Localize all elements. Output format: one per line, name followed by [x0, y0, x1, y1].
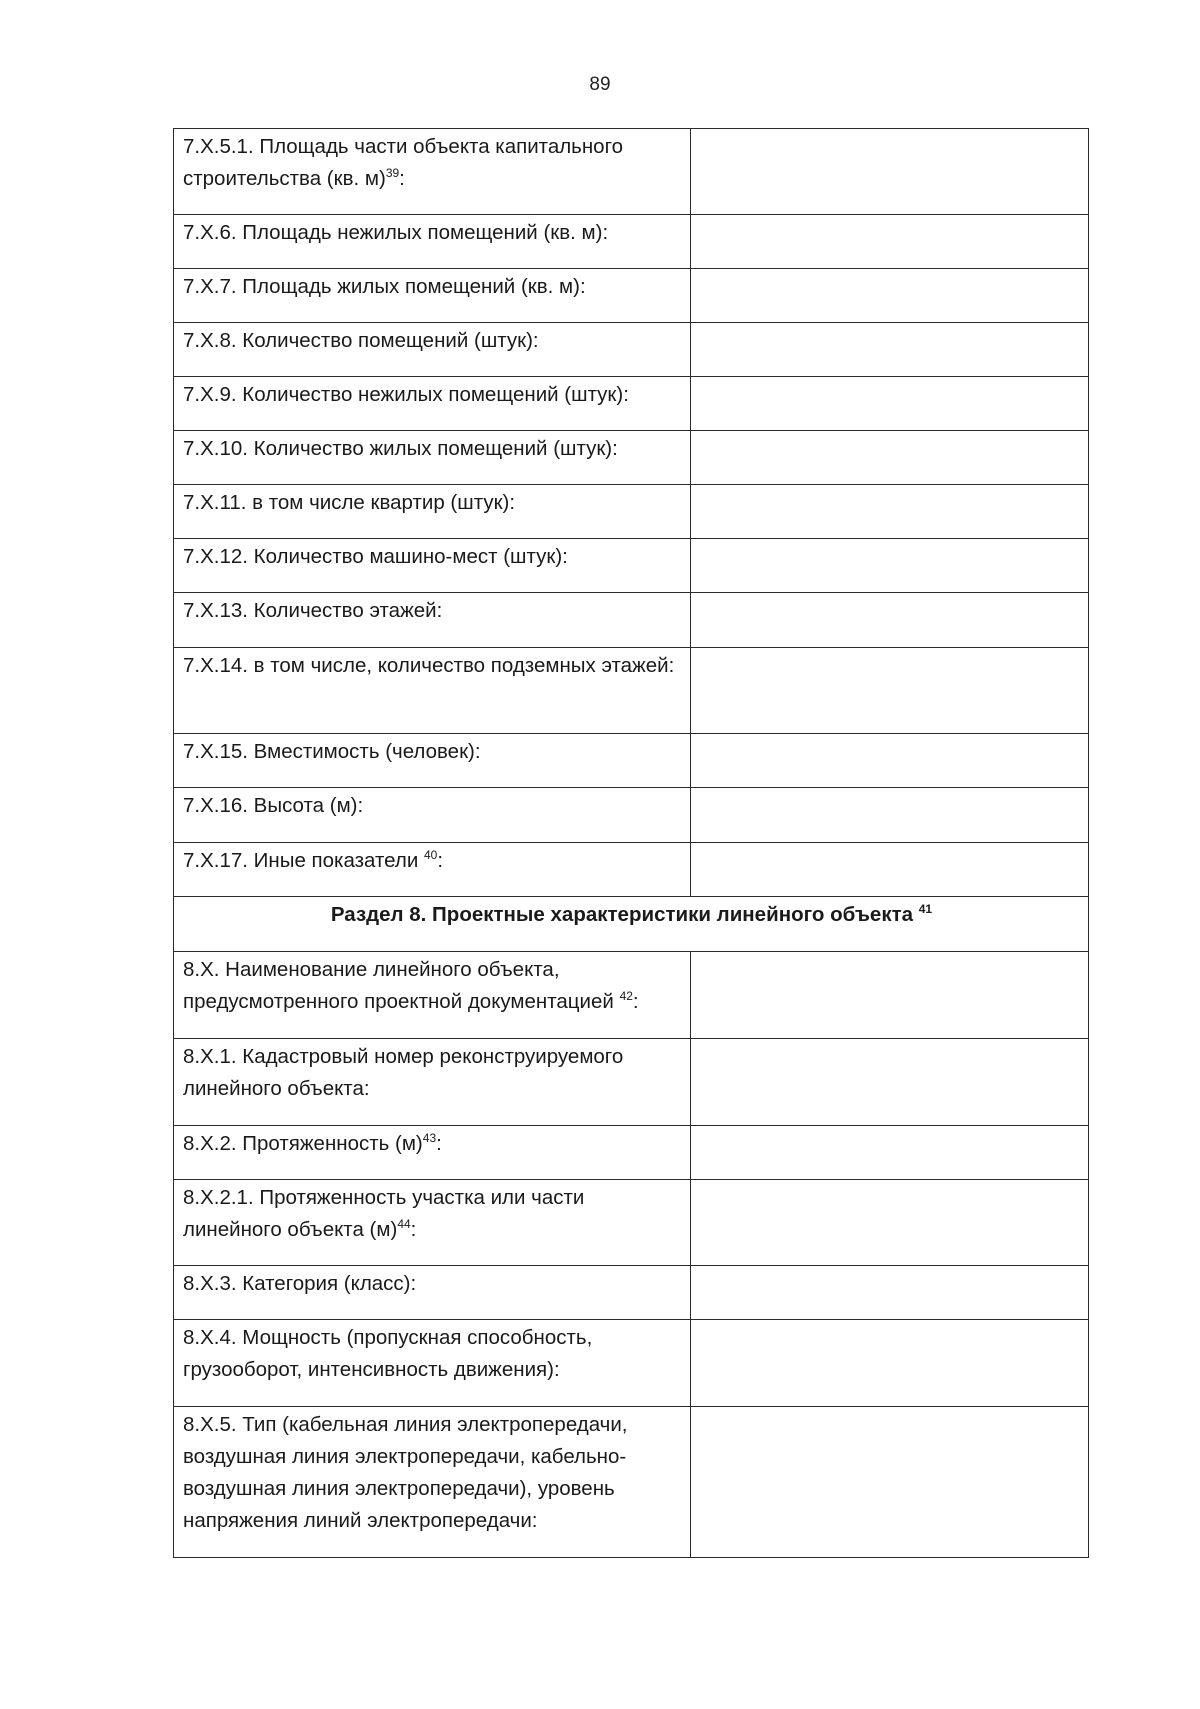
value-field[interactable] — [691, 1320, 1089, 1407]
row-label: 8.Х. Наименование линейного объекта, предусмотренного проектной документацией $^{42}$: — [174, 952, 691, 1039]
row-label: 7.Х.16. Высота (м): — [174, 788, 691, 843]
row-label: 7.Х.7. Площадь жилых помещений (кв. м): — [174, 269, 691, 323]
value-field[interactable] — [691, 269, 1089, 323]
table-row — [174, 843, 1089, 897]
row-label: 7.Х.5.1. Площадь части объекта капитального строительства (кв. м)$^{39}$: — [174, 129, 691, 215]
row-label: 8.Х.3. Категория (класс): — [174, 1266, 691, 1320]
table-row — [174, 377, 1089, 431]
table-row — [174, 215, 1089, 269]
table-row — [174, 431, 1089, 485]
table-row — [174, 1320, 1089, 1407]
row-label: 7.Х.9. Количество нежилых помещений (штук): — [174, 377, 691, 431]
row-label: 7.Х.10. Количество жилых помещений (штук): — [174, 431, 691, 485]
section-header-row — [174, 897, 1089, 952]
row-label: 7.Х.11. в том числе квартир (штук): — [174, 485, 691, 539]
value-field[interactable] — [691, 788, 1089, 843]
table-row — [174, 269, 1089, 323]
table-row — [174, 1266, 1089, 1320]
page-number: 89 — [589, 74, 611, 95]
value-field[interactable] — [691, 1180, 1089, 1266]
value-field[interactable] — [691, 648, 1089, 734]
row-label: 8.Х.2.1. Протяженность участка или части линейного объекта $(м)^{44}$: — [174, 1180, 691, 1266]
section-8-title: Раздел 8. Проектные характеристики линейного объекта $^{41}$ — [174, 897, 1089, 952]
table-row — [174, 129, 1089, 215]
value-field[interactable] — [691, 485, 1089, 539]
value-field[interactable] — [691, 129, 1089, 215]
value-field[interactable] — [691, 1039, 1089, 1126]
value-field[interactable] — [691, 1126, 1089, 1180]
value-field[interactable] — [691, 215, 1089, 269]
row-label: 8.Х.5. Тип (кабельная линия электропередачи, воздушная линия электропередачи, кабельно-воздушная линия электропередачи), уровень напряжения линий электропередачи: — [174, 1407, 691, 1558]
value-field[interactable] — [691, 952, 1089, 1039]
table-row — [174, 648, 1089, 734]
table-row — [174, 539, 1089, 593]
table-row — [174, 485, 1089, 539]
row-label: 8.Х.4. Мощность (пропускная способность, грузооборот, интенсивность движения): — [174, 1320, 691, 1407]
value-field[interactable] — [691, 734, 1089, 788]
table-row — [174, 788, 1089, 843]
form-table — [173, 128, 1089, 1558]
table-row — [174, 734, 1089, 788]
row-label: 7.Х.12. Количество машино-мест (штук): — [174, 539, 691, 593]
value-field[interactable] — [691, 431, 1089, 485]
value-field[interactable] — [691, 1266, 1089, 1320]
row-label: 7.Х.8. Количество помещений (штук): — [174, 323, 691, 377]
value-field[interactable] — [691, 377, 1089, 431]
table-row — [174, 1407, 1089, 1558]
row-label: 8.Х.2. Протяженность $(м)^{43}$: — [174, 1126, 691, 1180]
row-label: 8.Х.1. Кадастровый номер реконструируемого линейного объекта: — [174, 1039, 691, 1126]
value-field[interactable] — [691, 1407, 1089, 1558]
table-row — [174, 323, 1089, 377]
value-field[interactable] — [691, 539, 1089, 593]
row-label: 7.Х.6. Площадь нежилых помещений (кв. м): — [174, 215, 691, 269]
table-row — [174, 1126, 1089, 1180]
value-field[interactable] — [691, 323, 1089, 377]
table-row — [174, 1039, 1089, 1126]
row-label: 7.Х.15. Вместимость (человек): — [174, 734, 691, 788]
table-row — [174, 593, 1089, 648]
value-field[interactable] — [691, 593, 1089, 648]
row-label: 7.Х.17. Иные показатели $^{40}$: — [174, 843, 691, 897]
value-field[interactable] — [691, 843, 1089, 897]
row-label: 7.Х.14. в том числе, количество подземных этажей: — [174, 648, 691, 734]
table-row — [174, 952, 1089, 1039]
row-label: 7.Х.13. Количество этажей: — [174, 593, 691, 648]
table-row — [174, 1180, 1089, 1266]
